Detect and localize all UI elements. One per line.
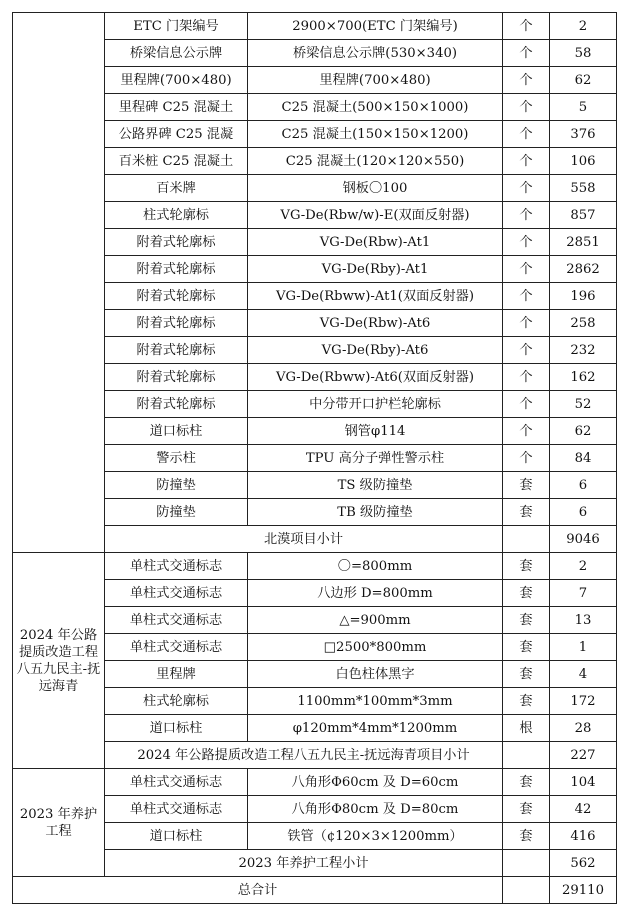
quantity-cell: 1 — [550, 634, 617, 661]
item-name-cell: 道口标柱 — [105, 823, 248, 850]
spec-cell: 钢管φ114 — [248, 418, 503, 445]
quantity-cell: 62 — [550, 67, 617, 94]
quantity-cell: 6 — [550, 472, 617, 499]
quantity-cell: 106 — [550, 148, 617, 175]
unit-cell: 个 — [503, 337, 550, 364]
unit-cell: 根 — [503, 715, 550, 742]
item-name-cell: 附着式轮廓标 — [105, 337, 248, 364]
item-name-cell: 附着式轮廓标 — [105, 364, 248, 391]
quantity-cell: 558 — [550, 175, 617, 202]
item-name-cell: 百米桩 C25 混凝土 — [105, 148, 248, 175]
unit-cell: 套 — [503, 607, 550, 634]
subtotal-quantity: 227 — [550, 742, 617, 769]
item-name-cell: 警示柱 — [105, 445, 248, 472]
spec-cell: TPU 高分子弹性警示柱 — [248, 445, 503, 472]
spec-cell: TS 级防撞垫 — [248, 472, 503, 499]
unit-cell: 套 — [503, 688, 550, 715]
quantity-cell: 104 — [550, 769, 617, 796]
unit-cell: 个 — [503, 67, 550, 94]
item-name-cell: 附着式轮廓标 — [105, 229, 248, 256]
subtotal-unit-cell — [503, 526, 550, 553]
item-name-cell: 附着式轮廓标 — [105, 310, 248, 337]
unit-cell: 套 — [503, 634, 550, 661]
subtotal-label: 北漠项目小计 — [105, 526, 503, 553]
item-name-cell: 附着式轮廓标 — [105, 283, 248, 310]
quantity-cell: 5 — [550, 94, 617, 121]
spec-cell: VG-De(Rbw)-At1 — [248, 229, 503, 256]
item-name-cell: 单柱式交通标志 — [105, 607, 248, 634]
quantity-cell: 232 — [550, 337, 617, 364]
item-name-cell: 公路界碑 C25 混凝 — [105, 121, 248, 148]
table-row — [13, 13, 617, 40]
spec-cell: C25 混凝土(120×120×550) — [248, 148, 503, 175]
item-name-cell: 单柱式交通标志 — [105, 796, 248, 823]
subtotal-quantity: 562 — [550, 850, 617, 877]
item-name-cell: ETC 门架编号 — [105, 13, 248, 40]
quantity-cell: 172 — [550, 688, 617, 715]
unit-cell: 套 — [503, 553, 550, 580]
item-name-cell: 单柱式交通标志 — [105, 580, 248, 607]
subtotal-label: 2023 年养护工程小计 — [105, 850, 503, 877]
unit-cell: 套 — [503, 823, 550, 850]
project-name-cell — [13, 13, 105, 553]
item-name-cell: 防撞垫 — [105, 499, 248, 526]
spec-cell: C25 混凝土(150×150×1200) — [248, 121, 503, 148]
unit-cell: 套 — [503, 661, 550, 688]
item-name-cell: 桥梁信息公示牌 — [105, 40, 248, 67]
unit-cell: 个 — [503, 391, 550, 418]
unit-cell: 个 — [503, 418, 550, 445]
item-name-cell: 里程碑 C25 混凝土 — [105, 94, 248, 121]
unit-cell: 个 — [503, 13, 550, 40]
spec-cell: 八角形Φ60cm 及 D=60cm — [248, 769, 503, 796]
table-row — [13, 553, 617, 580]
quantity-cell: 376 — [550, 121, 617, 148]
grand-total-row — [13, 877, 617, 904]
spec-cell: VG-De(Rbww)-At6(双面反射器) — [248, 364, 503, 391]
quantity-cell: 28 — [550, 715, 617, 742]
quantity-cell: 4 — [550, 661, 617, 688]
unit-cell: 个 — [503, 202, 550, 229]
spec-cell: VG-De(Rbw)-At6 — [248, 310, 503, 337]
spec-cell: VG-De(Rbww)-At1(双面反射器) — [248, 283, 503, 310]
project-name-cell: 2023 年养护工程 — [13, 769, 105, 877]
unit-cell: 个 — [503, 148, 550, 175]
unit-cell: 个 — [503, 283, 550, 310]
unit-cell: 个 — [503, 229, 550, 256]
subtotal-label: 2024 年公路提质改造工程八五九民主-抚远海青项目小计 — [105, 742, 503, 769]
item-name-cell: 附着式轮廓标 — [105, 256, 248, 283]
quantity-cell: 2 — [550, 553, 617, 580]
project-name-cell: 2024 年公路提质改造工程八五九民主-抚远海青 — [13, 553, 105, 769]
quantity-cell: 857 — [550, 202, 617, 229]
quantity-cell: 416 — [550, 823, 617, 850]
quantity-cell: 58 — [550, 40, 617, 67]
spec-cell: 八角形Φ80cm 及 D=80cm — [248, 796, 503, 823]
item-name-cell: 道口标柱 — [105, 715, 248, 742]
quantity-cell: 84 — [550, 445, 617, 472]
quantity-cell: 2851 — [550, 229, 617, 256]
quantity-cell: 258 — [550, 310, 617, 337]
unit-cell: 套 — [503, 499, 550, 526]
spec-cell: 八边形 D=800mm — [248, 580, 503, 607]
unit-cell: 套 — [503, 472, 550, 499]
subtotal-unit-cell — [503, 850, 550, 877]
subtotal-quantity: 9046 — [550, 526, 617, 553]
quantity-cell: 2862 — [550, 256, 617, 283]
item-name-cell: 里程牌 — [105, 661, 248, 688]
quantity-cell: 196 — [550, 283, 617, 310]
unit-cell: 套 — [503, 769, 550, 796]
quantity-cell: 42 — [550, 796, 617, 823]
unit-cell: 个 — [503, 256, 550, 283]
spec-cell: 铁管（¢120×3×1200mm） — [248, 823, 503, 850]
quantity-cell: 162 — [550, 364, 617, 391]
item-name-cell: 柱式轮廓标 — [105, 202, 248, 229]
spec-cell: 钢板〇100 — [248, 175, 503, 202]
quantity-table — [12, 12, 617, 904]
item-name-cell: 柱式轮廓标 — [105, 688, 248, 715]
spec-cell: VG-De(Rby)-At1 — [248, 256, 503, 283]
spec-cell: △=900mm — [248, 607, 503, 634]
unit-cell: 个 — [503, 121, 550, 148]
spec-cell: C25 混凝土(500×150×1000) — [248, 94, 503, 121]
spec-cell: φ120mm*4mm*1200mm — [248, 715, 503, 742]
spec-cell: 中分带开口护栏轮廓标 — [248, 391, 503, 418]
unit-cell: 个 — [503, 175, 550, 202]
unit-cell: 套 — [503, 796, 550, 823]
item-name-cell: 单柱式交通标志 — [105, 769, 248, 796]
spec-cell: VG-De(Rbw/w)-E(双面反射器) — [248, 202, 503, 229]
item-name-cell: 单柱式交通标志 — [105, 634, 248, 661]
spec-cell: VG-De(Rby)-At6 — [248, 337, 503, 364]
quantity-cell: 62 — [550, 418, 617, 445]
item-name-cell: 百米牌 — [105, 175, 248, 202]
spec-cell: 2900×700(ETC 门架编号) — [248, 13, 503, 40]
grand-total-unit-cell — [503, 877, 550, 904]
item-name-cell: 防撞垫 — [105, 472, 248, 499]
item-name-cell: 单柱式交通标志 — [105, 553, 248, 580]
unit-cell: 个 — [503, 445, 550, 472]
unit-cell: 套 — [503, 580, 550, 607]
quantity-cell: 2 — [550, 13, 617, 40]
spec-cell: 白色柱体黑字 — [248, 661, 503, 688]
quantity-cell: 52 — [550, 391, 617, 418]
table-row — [13, 769, 617, 796]
quantity-cell: 6 — [550, 499, 617, 526]
quantity-cell: 13 — [550, 607, 617, 634]
item-name-cell: 附着式轮廓标 — [105, 391, 248, 418]
spec-cell: 桥梁信息公示牌(530×340) — [248, 40, 503, 67]
unit-cell: 个 — [503, 310, 550, 337]
spec-cell: TB 级防撞垫 — [248, 499, 503, 526]
spec-cell: 里程牌(700×480) — [248, 67, 503, 94]
spec-cell: 〇=800mm — [248, 553, 503, 580]
unit-cell: 个 — [503, 40, 550, 67]
quantity-cell: 7 — [550, 580, 617, 607]
item-name-cell: 里程牌(700×480) — [105, 67, 248, 94]
spec-cell: □2500*800mm — [248, 634, 503, 661]
subtotal-unit-cell — [503, 742, 550, 769]
unit-cell: 个 — [503, 364, 550, 391]
grand-total-quantity: 29110 — [550, 877, 617, 904]
spec-cell: 1100mm*100mm*3mm — [248, 688, 503, 715]
grand-total-label: 总合计 — [13, 877, 503, 904]
item-name-cell: 道口标柱 — [105, 418, 248, 445]
unit-cell: 个 — [503, 94, 550, 121]
